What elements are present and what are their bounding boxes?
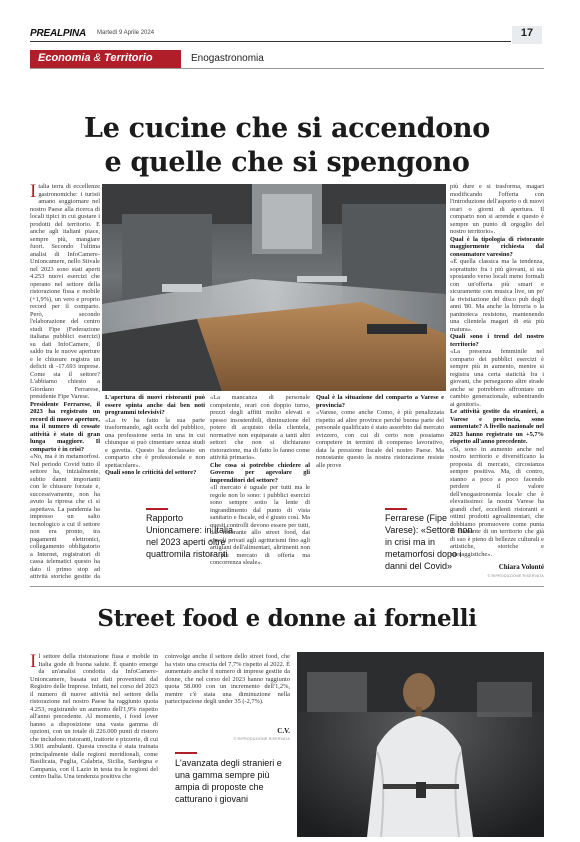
answer: «La mancanza di personale competente, orari con doppio turno, prezzi degli affitti molto elevati e spesso insostenibili, diminuzione del potere di acquisto della clientela, normative non equiparate a tanti altri settori che non si dichiarano ristorazione, ma di fatto lo fanno come attività primaria». (210, 394, 310, 461)
answer: «È quella classica ma la tendenza, soprattutto fra i più giovani, si sta spostando verso locali meno formali con un'offerta più smart e sicuramente con musica live, un po' la rivisitazione del disco pub degli anni '80. Ma anche la birreria o la paninoteca resistono, mantenendo una clientela magari di età più matura». (450, 258, 544, 333)
article-1-column-2 (105, 394, 205, 506)
article-separator (30, 586, 544, 587)
dropcap: I (30, 653, 37, 672)
issue-date: Martedì 9 Aprile 2024 (97, 30, 155, 36)
chef-photo (297, 652, 544, 837)
section-second: Territorio (104, 52, 153, 64)
article-2-column-2 (165, 653, 290, 725)
headline-line-1: Le cucine che si accendono (84, 113, 490, 144)
question: Le attività gestite da stranieri, a Varese e provincia, sono aumentate? A livello nazionale nel 2023 hanno registrato un +5,7% rispetto all'anno precedente. (450, 408, 544, 445)
masthead-rule (30, 41, 511, 42)
answer: «Il mercato è uguale per tutti ma le regole non lo sono: i pubblici esercizi sono sempre sotto la lente di ingrandimento dal punto di vista sanitario e fiscale, ed è giusto così. Ma questi controlli devono essere per tutti, dal ristorante allo street food, dai circoli privati agli agriturismi fino agli artigiani dell'alimentari, altrimenti non è più mercato di offerta ma concorrenza sleale». (210, 484, 310, 566)
headline-line-2: e quelle che si spengono (104, 147, 470, 178)
subsection-label: Enogastronomia (191, 53, 264, 64)
answer: «No, ma è in metamorfosi. Nel periodo Covid tutto il settore ha, inizialmente, subito danni importanti con le chiusure forzate e, successivamente, non ha avuto la ripresa che ci si aspettava. La pandemia ha impresso un salto tecnologico a cui il settore non era pronto, tra pagamenti elettronici, collegamento obbligatorio a Internet, registratori di cassa telematici questo ha dato il primo stop ad attività storiche gestite da (30, 453, 100, 580)
article-2-signature: C.V. (277, 727, 290, 735)
section-main: Economia (38, 52, 91, 64)
paragraph: talia terra di eccellenze gastronomiche: i turisti amano soggiornare nel nostro Paese alla ricerca di locali tipici in cui gustare i prodotti del territorio. E anche agli italiani piace, sempre più, mangiare fuori. Secondo l'ultima analisi di InfoCamere-Unioncamere, nello Stivale nel 2023 sono stati aperti 4.253 nuovi esercizi che operano nel settore della ristorazione fissa e mobile (+1,9%), un vero e proprio record per il comparto. Però, secondo l'elaborazione del centro studi Fipe (Federazione italiana pubblici esercizi) su dati InfoCamere, il saldo tra le nuove aperture e le chiusure registra un deficit di -17.693 imprese. Come sta il settore? L'abbiamo chiesto a Giordano Ferrarese, presidente Fipe Varese. (30, 183, 100, 400)
caption-3-bar (175, 752, 197, 754)
section-label (38, 52, 153, 64)
section-rule (30, 68, 544, 69)
answer: «Varese, come anche Como, è più penalizzata rispetto ad altre province perché buona parte del personale qualificato è stato assorbito dal mercato svizzero, con cui di certo non possiamo competere in termini di compenso lavorativo, data la pressione fiscale del nostro Paese. Ma nonostante questo la nostra ristorazione resiste alle prove (316, 409, 444, 469)
kitchen-photo (102, 184, 446, 391)
caption-1-bar (146, 508, 168, 510)
caption-2-bar (385, 508, 407, 510)
article-2-credit: © RIPRODUZIONE RISERVATA (233, 737, 290, 741)
section-amp: & (93, 52, 101, 64)
answer: «Sì, sono in aumento anche nel nostro territorio e diversificano la proposta di mercato, circostanza sempre positiva. Ma, di contro, stanno a poco a poco facendo perdere il valore dell'enogastronomia locale che è elevatissimo: la nostra Varese ha grandi chef, eccellenti ristoranti e ottimi prodotti agroalimentari, che dobbiamo promuovere come punta di diamante di un territorio che già di suo è pieno di bellezze culturali e artistiche, storiche e paesaggistiche». (450, 445, 544, 558)
question: L'apertura di nuovi ristoranti può essere spinta anche dai ben noti programmi televisivi? (105, 394, 205, 416)
article-1-column-1 (30, 183, 100, 580)
article-1-column-3 (210, 394, 310, 580)
paragraph: coinvolge anche il settore dello street food, che ha visto una crescita del 7,7% rispetto al 2022. È aumentato anche il numero di imprese gestite da donne, che nel corso del 2023 hanno raggiunto quota 58.000 con un incremento dell'1,2%, mentre c'è stata una diminuzione nella partecipazione degli under 35 (-2,7%). (165, 653, 290, 705)
article-1-credit: © RIPRODUZIONE RISERVATA (487, 574, 544, 578)
caption-3: L'avanzata degli stranieri e una gamma sempre più ampia di proposte che catturano i giovani (175, 758, 282, 804)
question: Che cosa si potrebbe chiedere al Governo per agevolare gli imprenditori del settore? (210, 461, 310, 484)
article-1-column-4 (316, 394, 444, 504)
article-1-signature: Chiara Volonté (498, 563, 544, 571)
caption-2: Ferrarese (Fipe Varese): «Settore non in crisi ma in metamorfosi dopo i danni del Covid» (385, 513, 473, 571)
question: Presidente Ferrarese, il 2023 ha registrato un record di nuove aperture, ma il numero di cessate attività è stato di gran lunga maggiore. Il comparto è in crisi? (30, 400, 100, 453)
paragraph: l settore della ristorazione fissa e mobile in Italia gode di buona salute. È quanto emerge da un'analisi condotta da InfoCamere-Unioncamere, basata sui dati provenienti dal Registro delle Imprese. Infatti, nel corso del 2023 il numero di nuove attività nel settore della ristorazione nel nostro Paese ha raggiunto quota 4.253, registrando un aumento dell'1,9% rispetto all'anno precedente. Al momento, i food lover hanno a disposizione una vasta gamma di opzioni, con un totale di 226.000 punti di ristoro che includono ristoranti, trattorie e pizzerie, di cui 3.901 ambulanti. Questa crescita è stata trainata principalmente dalle regioni meridionali, come Basilicata, Puglia, Calabria, Sicilia, Sardegna e Campania, con il Lazio in testa tra le regioni del centro Italia. Una tendenza positiva che (30, 653, 158, 780)
page-number: 17 (520, 27, 534, 39)
question: Quali sono le criticità del settore? (105, 469, 197, 476)
question: Qual è la tipologia di ristorante maggiormente richiesta dal consumatore varesino? (450, 235, 544, 258)
answer: più dure e si trasforma, magari modificando l'offerta con l'introduzione dell'asporto o di nuovi orari o giorni di apertura. Il comparto non si arrende e questo è sempre un punto di orgoglio del nostro territorio». (450, 183, 544, 235)
article-2-column-1 (30, 653, 158, 838)
question: Quali sono i trend del nostro territorio? (450, 333, 544, 348)
question: Qual è la situazione del comparto a Varese e provincia? (316, 394, 444, 409)
answer: «La presenza femminile nel comparto dei pubblici esercizi è sempre più in aumento, mentre si registra una certa staticità fra i giovani, che perseguono altre strade anche se potrebbero affrontare un cambio generazionale, subentrando ai genitori». (450, 348, 544, 408)
newspaper-logo: PREALPINA (30, 28, 86, 39)
article-1-column-5 (450, 183, 544, 561)
article-headline (30, 112, 544, 180)
dropcap: I (30, 183, 37, 202)
caption-1: Rapporto Unioncamere: in Italia nel 2023 aperti oltre quattromila ristoranti (146, 513, 234, 559)
answer: «La tv ha fatto la sua parte trasformando, agli occhi del pubblico, una professione seria in una in cui chiunque si può cimentare senza studi e gavetta. Questo ha declassato un comparto che è professionale e non spettacolare». (105, 416, 205, 469)
article-2-headline: Street food e donne ai fornelli (97, 605, 477, 632)
